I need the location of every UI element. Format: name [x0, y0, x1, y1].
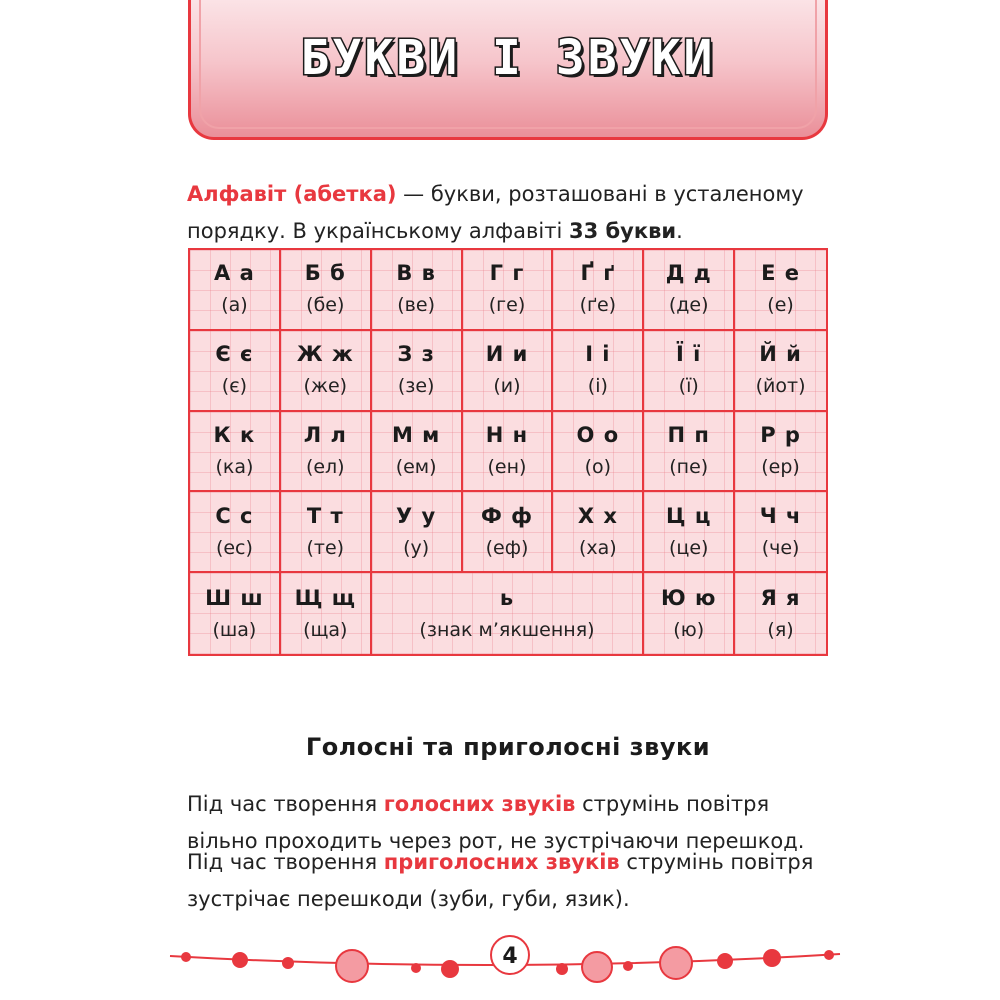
alphabet-term: Алфавіт (абетка)	[187, 182, 397, 206]
letter-name: (ща)	[303, 618, 348, 641]
letter-name: (ша)	[212, 618, 257, 641]
letter-name: (йот)	[755, 375, 806, 398]
alphabet-cell	[281, 412, 372, 493]
footer-dot	[824, 950, 834, 960]
letter: Т т	[306, 503, 344, 528]
consonants-text-pre: Під час творення	[187, 850, 384, 874]
alphabet-cell	[553, 250, 644, 331]
letter: Ц ц	[666, 503, 712, 528]
alphabet-cell	[735, 250, 826, 331]
letter: В в	[396, 261, 436, 286]
alphabet-cell	[372, 412, 463, 493]
letter: Ю ю	[661, 585, 717, 610]
alphabet-cell	[463, 331, 554, 412]
letter: Ч ч	[759, 503, 802, 528]
letter: Р р	[760, 422, 801, 447]
alphabet-cell	[553, 331, 644, 412]
letter-name: (е)	[767, 294, 794, 317]
alphabet-cell	[644, 573, 735, 654]
letter-name: (ве)	[397, 294, 435, 317]
alphabet-cell	[644, 492, 735, 573]
consonants-text-post: струмінь повітря зустрічає перешкоди (зуби, губи, язик).	[187, 850, 814, 911]
letter: Е е	[761, 261, 801, 286]
alphabet-cell	[463, 250, 554, 331]
letter: Я я	[760, 585, 801, 610]
letter-name: (ка)	[215, 455, 254, 478]
letter-name: (еф)	[485, 536, 529, 559]
letter-name: (пе)	[669, 455, 709, 478]
alphabet-cell	[190, 492, 281, 573]
letter: Х х	[577, 503, 618, 528]
consonants-term: приголосних звуків	[383, 850, 620, 874]
footer-dot	[717, 953, 733, 969]
letter: О о	[576, 422, 620, 447]
vowels-text-post: струмінь повітря вільно проходить через рот, не зустрічаючи перешкод.	[187, 792, 805, 853]
alphabet-cell	[735, 412, 826, 493]
alphabet-cell	[372, 331, 463, 412]
letter-name: (о)	[584, 455, 612, 478]
letter: И и	[485, 342, 529, 367]
alphabet-cell	[644, 250, 735, 331]
letter-name: (ер)	[761, 455, 800, 478]
page-number: 4	[490, 935, 530, 975]
letter-name: (де)	[668, 294, 709, 317]
letter-name: (ї)	[678, 375, 699, 398]
letter: Щ щ	[294, 585, 356, 610]
header-banner	[188, 0, 828, 140]
letter: М м	[391, 422, 441, 447]
alphabet-cell	[735, 573, 826, 654]
letter: Г г	[489, 261, 525, 286]
alphabet-definition-text: — букви, розташовані в усталеному порядку. В українському алфавіті	[187, 182, 804, 243]
letter-name: (ес)	[215, 536, 253, 559]
letter-name: (ел)	[305, 455, 345, 478]
letter: Ї ї	[676, 342, 702, 367]
footer-circle	[660, 947, 692, 979]
alphabet-cell	[644, 331, 735, 412]
letter-name: (ем)	[395, 455, 437, 478]
alphabet-cell	[281, 250, 372, 331]
letter-name: (я)	[767, 618, 794, 641]
letter: П п	[667, 422, 710, 447]
alphabet-table	[188, 248, 828, 656]
footer-circle	[582, 952, 612, 982]
footer-dot	[441, 960, 459, 978]
alphabet-cell	[372, 573, 645, 654]
letter-name: (те)	[306, 536, 345, 559]
letter: ь	[499, 585, 515, 610]
vowels-term: голосних звуків	[383, 792, 576, 816]
footer-dot	[232, 952, 248, 968]
footer-dot	[181, 952, 191, 962]
letter: Ґ ґ	[580, 261, 616, 286]
letter: Н н	[485, 422, 529, 447]
letter-name: (це)	[668, 536, 709, 559]
vowels-text-pre: Під час творення	[187, 792, 384, 816]
letter-name: (ха)	[578, 536, 617, 559]
alphabet-cell	[553, 492, 644, 573]
letter-name: (зе)	[397, 375, 435, 398]
letter: Й й	[759, 342, 802, 367]
letter-name: (же)	[303, 375, 348, 398]
letter-name: (бе)	[306, 294, 345, 317]
letter-name: (ґе)	[579, 294, 617, 317]
letter-name: (а)	[221, 294, 248, 317]
footer-dot	[282, 957, 294, 969]
letter: Б б	[304, 261, 346, 286]
letter: Ф ф	[481, 503, 533, 528]
alphabet-cell	[463, 412, 554, 493]
page-title: БУКВИ І ЗВУКИ	[300, 30, 716, 86]
alphabet-cell	[281, 331, 372, 412]
alphabet-cell	[190, 250, 281, 331]
footer-dot	[556, 963, 568, 975]
alphabet-definition-end: .	[676, 219, 683, 243]
alphabet-cell	[553, 412, 644, 493]
consonants-paragraph	[187, 844, 827, 918]
letter-name: (ен)	[487, 455, 527, 478]
alphabet-cell	[190, 573, 281, 654]
alphabet-cell	[372, 492, 463, 573]
letter-name: (че)	[761, 536, 800, 559]
letter: Ж ж	[296, 342, 354, 367]
footer-dot	[623, 961, 633, 971]
letter-name: (ге)	[488, 294, 526, 317]
letter: Є є	[215, 342, 254, 367]
letter: І і	[585, 342, 611, 367]
letter: Д д	[665, 261, 712, 286]
alphabet-definition	[187, 176, 827, 250]
letter-name: (и)	[493, 375, 521, 398]
letter: Л л	[303, 422, 347, 447]
footer-dot	[411, 963, 421, 973]
section-title: Голосні та приголосні звуки	[305, 733, 711, 761]
letter: С с	[215, 503, 254, 528]
letter: Ш ш	[205, 585, 264, 610]
alphabet-cell	[281, 573, 372, 654]
alphabet-cell	[190, 412, 281, 493]
letter: А а	[214, 261, 255, 286]
alphabet-cell	[735, 492, 826, 573]
letter-name: (і)	[587, 375, 608, 398]
letter: З з	[397, 342, 435, 367]
footer-circle	[336, 950, 368, 982]
alphabet-cell	[281, 492, 372, 573]
letter-name: (ю)	[673, 618, 705, 641]
alphabet-cell	[463, 492, 554, 573]
letter: У у	[396, 503, 437, 528]
letter-count: 33 букви	[568, 219, 677, 243]
alphabet-cell	[190, 331, 281, 412]
alphabet-cell	[644, 412, 735, 493]
letter-name: (є)	[221, 375, 248, 398]
letter: К к	[213, 422, 256, 447]
letter-name: (знак м’якшення)	[419, 618, 595, 641]
footer-dot	[763, 949, 781, 967]
alphabet-cell	[372, 250, 463, 331]
letter-name: (у)	[403, 536, 430, 559]
alphabet-cell	[735, 331, 826, 412]
